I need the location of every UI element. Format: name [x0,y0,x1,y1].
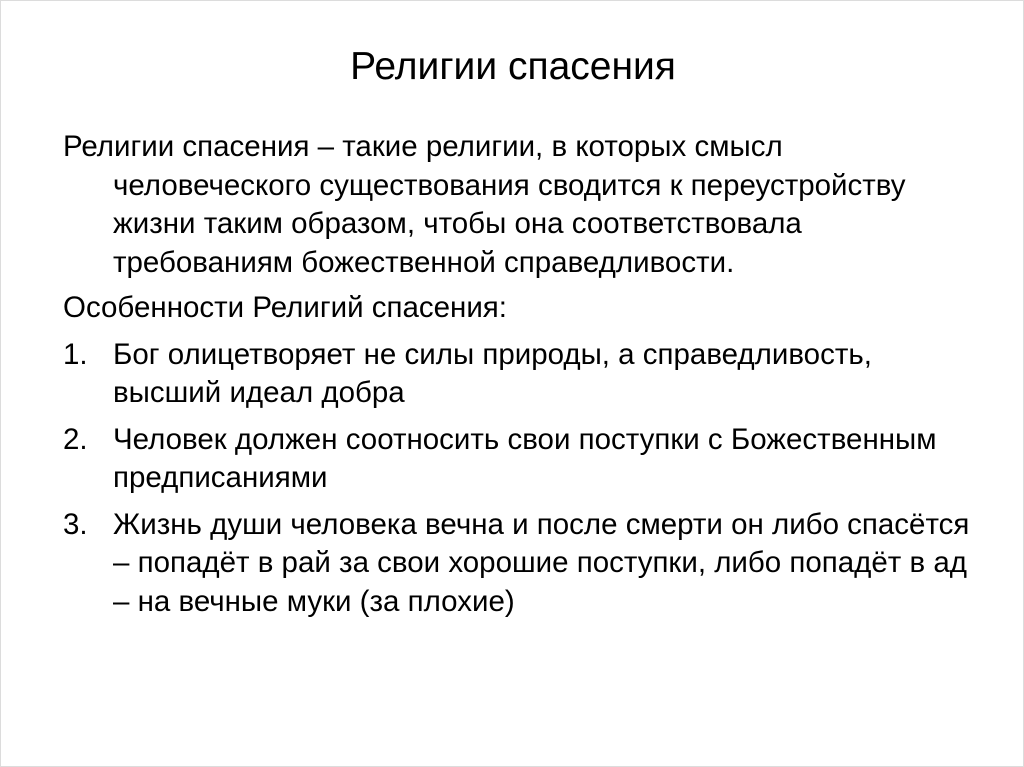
list-item-text: Человек должен соотносить свои поступки с Божественным предписаниями [113,422,937,494]
list-item [63,506,973,622]
list-item [63,336,973,413]
list-item-number: 1. [63,337,88,371]
list-item-text: Бог олицетворяет не силы природы, а справедливость, высший идеал добра [113,337,872,409]
slide-content [63,128,973,629]
slide-title: Религии спасения [350,45,676,88]
features-heading: Особенности Религий спасения: [63,291,507,324]
list-item-number: 3. [63,507,88,541]
features-list [63,336,973,622]
list-item-number: 2. [63,422,88,456]
list-item-text: Жизнь души человека вечна и после смерти он либо спасётся – попадёт в рай за свои хорошие поступки, либо попадёт в ад – на вечные муки (за плохие) [113,507,970,618]
definition-paragraph: Религии спасения – такие религии, в которых смысл человеческого существования сводится к переустройству жизни таким образом, чтобы она соответствовала требованиям божественной справедливости. [63,130,906,279]
list-item [63,421,973,498]
